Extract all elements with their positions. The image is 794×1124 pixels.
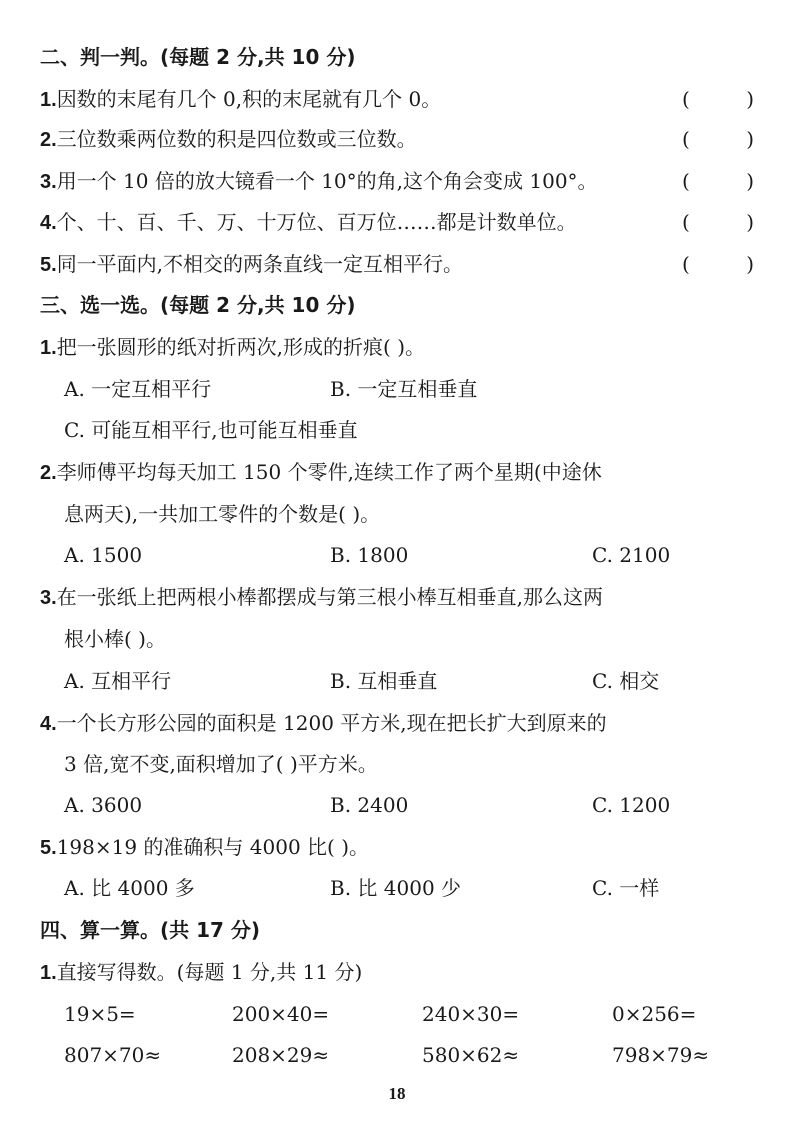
calc-row-1 (40, 994, 774, 1034)
option-c[interactable]: C. 一样 (592, 876, 660, 900)
page-number: 18 (388, 1084, 406, 1103)
option-a[interactable]: A. 比 4000 多 (64, 876, 195, 900)
option-b[interactable]: B. 一定互相垂直 (330, 377, 478, 401)
choice-q4-options (40, 785, 774, 825)
item-text: 在一张纸上把两根小棒都摆成与第三根小棒互相垂直,那么这两 (56, 585, 604, 609)
item-text: 用一个 10 倍的放大镜看一个 10°的角,这个角会变成 100°。 (56, 169, 598, 193)
answer-blank[interactable]: ( ) (682, 169, 754, 193)
item-number: 4. (40, 212, 57, 234)
item-number: 1. (40, 89, 57, 111)
option-a[interactable]: A. 一定互相平行 (64, 377, 212, 401)
choice-q1 (40, 327, 774, 367)
choice-q3-line1 (40, 577, 774, 617)
answer-blank[interactable]: ( ) (682, 210, 754, 234)
choice-q3-options (40, 661, 774, 701)
item-text: 把一张圆形的纸对折两次,形成的折痕( )。 (56, 335, 426, 359)
calc-item[interactable]: 580×62≈ (422, 1043, 520, 1067)
item-number: 2. (40, 129, 57, 151)
judge-item-1 (40, 79, 774, 119)
item-text: 因数的末尾有几个 0,积的末尾就有几个 0。 (56, 87, 442, 111)
item-number: 3. (40, 171, 57, 193)
section-title-judge: 二、判一判。(每题 2 分,共 10 分) (40, 45, 356, 69)
item-number: 2. (40, 462, 57, 484)
option-a[interactable]: A. 3600 (64, 793, 143, 817)
option-c[interactable]: C. 相交 (592, 669, 660, 693)
item-number: 3. (40, 587, 57, 609)
calc-item[interactable]: 807×70≈ (64, 1043, 162, 1067)
section-title-calc: 四、算一算。(共 17 分) (40, 918, 261, 942)
choice-q5-options (40, 868, 774, 908)
item-text: 根小棒( )。 (64, 627, 166, 651)
item-text: 三位数乘两位数的积是四位数或三位数。 (56, 127, 417, 151)
choice-q4-line1 (40, 703, 774, 743)
item-number: 5. (40, 254, 57, 276)
item-text: 息两天),一共加工零件的个数是( )。 (64, 502, 381, 526)
calc-item[interactable]: 240×30= (422, 1002, 520, 1026)
option-c[interactable]: C. 1200 (592, 793, 671, 817)
item-text: 李师傅平均每天加工 150 个零件,连续工作了两个星期(中途休 (56, 460, 602, 484)
item-text: 同一平面内,不相交的两条直线一定互相平行。 (56, 252, 464, 276)
calc-item[interactable]: 19×5= (64, 1002, 136, 1026)
calc-item[interactable]: 0×256= (612, 1002, 697, 1026)
judge-item-2 (40, 119, 774, 159)
calc-q1 (40, 952, 774, 992)
calc-item[interactable]: 798×79≈ (612, 1043, 710, 1067)
choice-q5 (40, 827, 774, 867)
calc-item[interactable]: 208×29≈ (232, 1043, 330, 1067)
answer-blank[interactable]: ( ) (682, 127, 754, 151)
choice-q2-options (40, 535, 774, 575)
item-text: 个、十、百、千、万、十万位、百万位……都是计数单位。 (56, 210, 577, 234)
option-a[interactable]: A. 互相平行 (64, 669, 172, 693)
option-b[interactable]: B. 比 4000 少 (330, 876, 462, 900)
choice-q1-options-row2 (40, 410, 774, 450)
answer-blank[interactable]: ( ) (682, 252, 754, 276)
judge-item-4 (40, 202, 774, 242)
item-text: 直接写得数。(每题 1 分,共 11 分) (56, 960, 363, 984)
choice-q3-line2 (40, 619, 774, 659)
calc-row-2 (40, 1035, 774, 1075)
option-b[interactable]: B. 互相垂直 (330, 669, 438, 693)
item-text: 一个长方形公园的面积是 1200 平方米,现在把长扩大到原来的 (56, 711, 607, 735)
judge-item-5 (40, 244, 774, 284)
section-title-choice: 三、选一选。(每题 2 分,共 10 分) (40, 293, 356, 317)
item-number: 1. (40, 337, 57, 359)
choice-q4-line2 (40, 744, 774, 784)
option-b[interactable]: B. 2400 (330, 793, 409, 817)
item-number: 5. (40, 837, 57, 859)
option-c[interactable]: C. 可能互相平行,也可能互相垂直 (64, 418, 358, 442)
judge-item-3 (40, 161, 774, 201)
calc-item[interactable]: 200×40= (232, 1002, 330, 1026)
item-text: 3 倍,宽不变,面积增加了( )平方米。 (64, 752, 378, 776)
answer-blank[interactable]: ( ) (682, 87, 754, 111)
item-text: 198×19 的准确积与 4000 比( )。 (56, 835, 370, 859)
choice-q1-options-row1 (40, 369, 774, 409)
option-c[interactable]: C. 2100 (592, 543, 671, 567)
choice-q2-line2 (40, 494, 774, 534)
choice-q2-line1 (40, 452, 774, 492)
option-b[interactable]: B. 1800 (330, 543, 409, 567)
option-a[interactable]: A. 1500 (64, 543, 143, 567)
item-number: 4. (40, 713, 57, 735)
item-number: 1. (40, 962, 57, 984)
